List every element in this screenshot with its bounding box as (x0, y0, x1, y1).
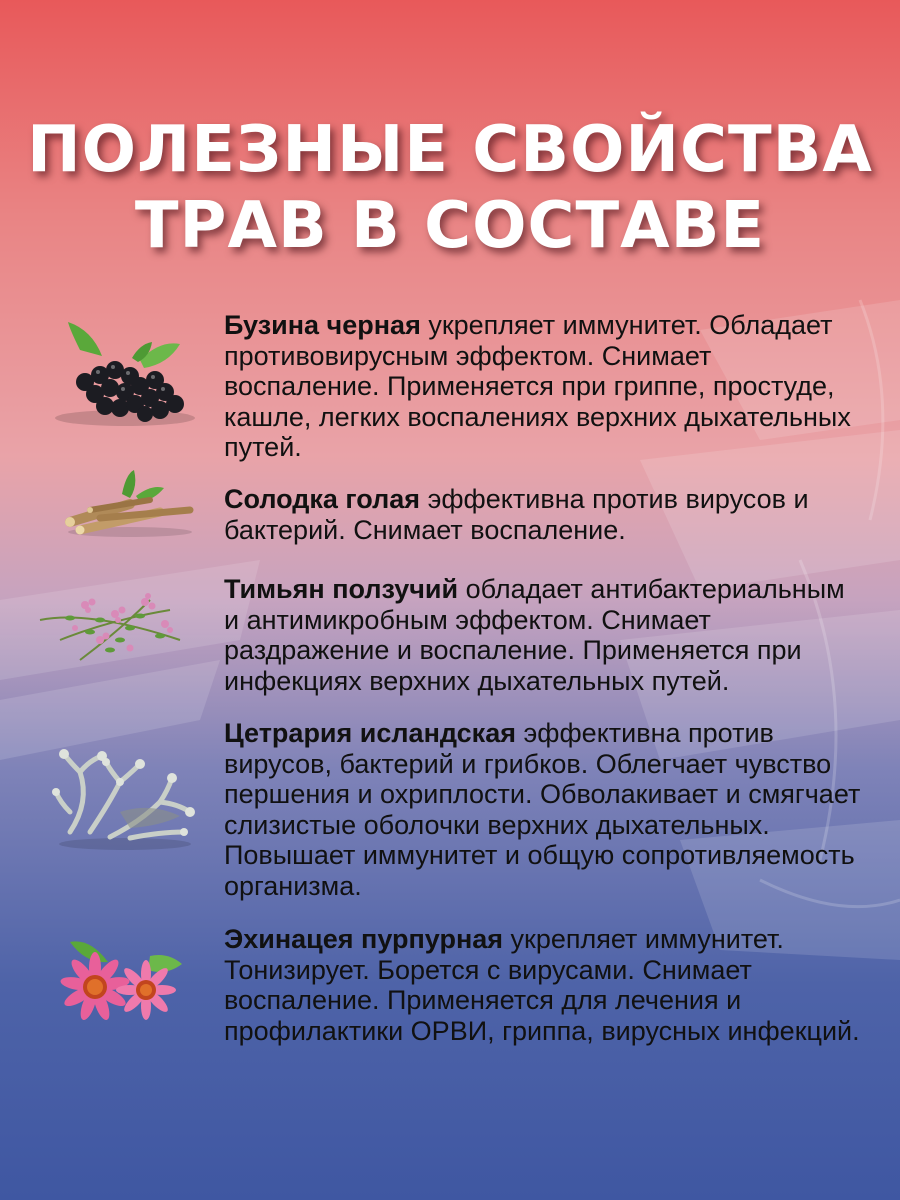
herb-desc-text: эффективна против вирусов, бактерий и грибков. Облегчает чувство першения и охриплости. Обволакивает и смягчает слизистые оболочки верхних дыхательных. Повышает иммунитет и общую сопротивляемость организма. (224, 718, 861, 901)
elderberry-icon (40, 320, 200, 430)
herb-description (224, 310, 864, 463)
herb-description (224, 924, 864, 1046)
herb-name: Цетрария исландская (224, 718, 516, 748)
herb-name: Эхинацея пурпурная (224, 924, 504, 954)
licorice-root-icon (60, 470, 200, 540)
herb-desc-text: обладает антибактериальным и антимикробным эффектом. Снимает раздражение и воспаление. Применяется при инфекциях верхних дыхательных путей. (224, 574, 845, 696)
herb-name: Тимьян ползучий (224, 574, 459, 604)
herb-description (224, 574, 864, 696)
herb-description (224, 718, 864, 902)
iceland-moss-icon (50, 742, 200, 852)
herb-desc-text: эффективна против вирусов и бактерий. Снимает воспаление. (224, 484, 809, 545)
thyme-icon (30, 580, 190, 670)
herb-name: Бузина черная (224, 310, 421, 340)
title-line-2: ТРАВ В СОСТАВЕ (134, 189, 766, 263)
herb-name: Солодка голая (224, 484, 421, 514)
herb-description (224, 484, 864, 545)
echinacea-icon (50, 932, 190, 1032)
herb-desc-text: укрепляет иммунитет. Тонизирует. Борется с вирусами. Снимает воспаление. Применяется для лечения и профилактики ОРВИ, гриппа, вирусных инфекций. (224, 924, 860, 1046)
title-line-1: ПОЛЕЗНЫЕ СВОЙСТВА (27, 113, 873, 187)
page-title (0, 112, 900, 264)
herb-desc-text: укрепляет иммунитет. Обладает противовирусным эффектом. Снимает воспаление. Применяется при гриппе, простуде, кашле, легких воспалениях верхних дыхательных путей. (224, 310, 851, 463)
